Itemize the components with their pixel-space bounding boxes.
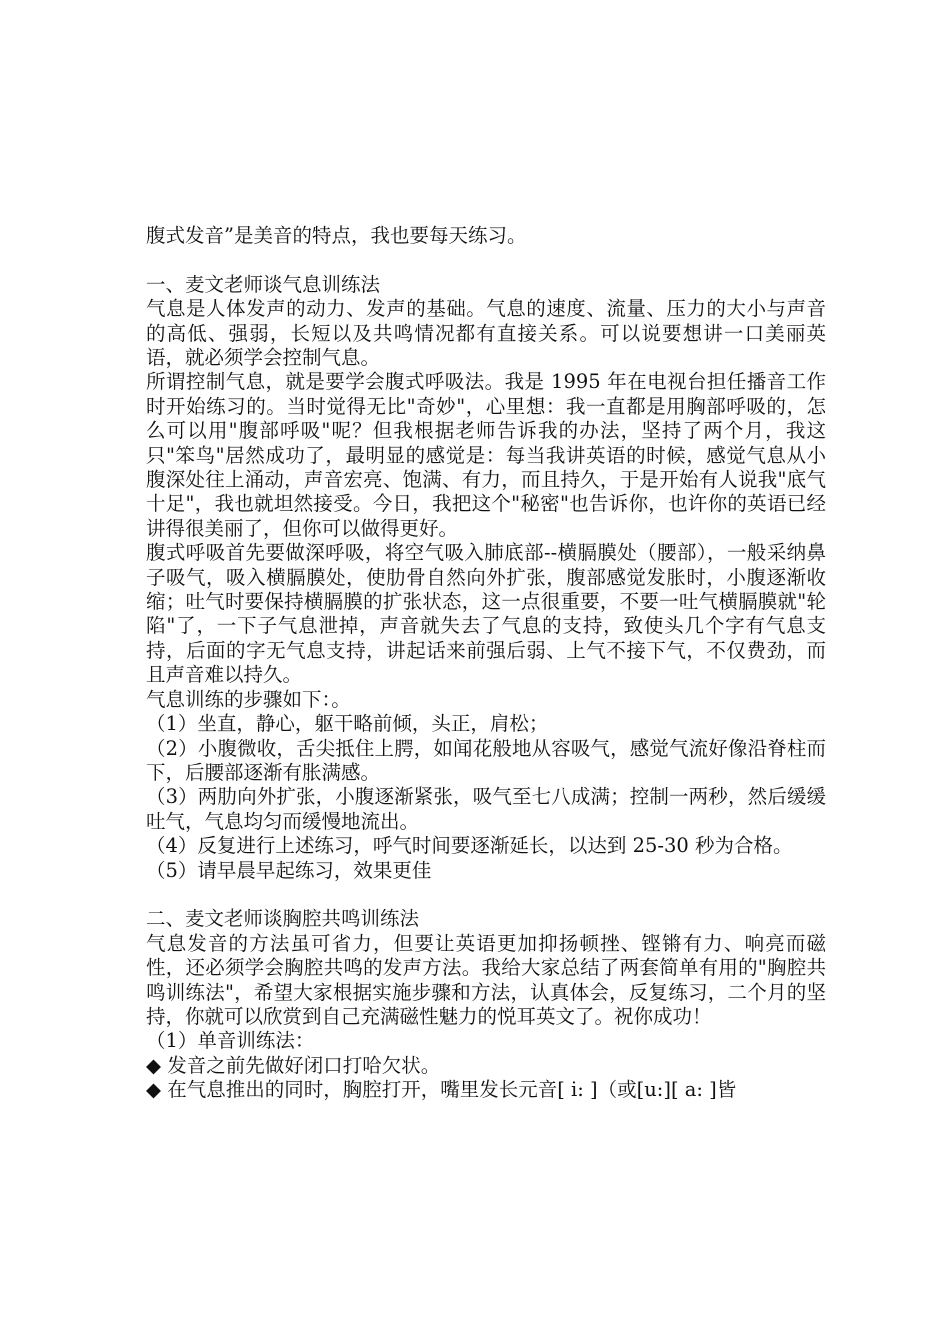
section1-heading: 一、麦文老师谈气息训练法 <box>146 272 381 296</box>
intro-line: 腹式发音”是美音的特点，我也要每天练习。 <box>146 224 527 247</box>
section2-paragraph: 气息发音的方法虽可省力，但要让英语更加抑扬顿挫、铿锵有力、响亮而磁性，还必须学会胸腔共鸣的发声方法。我给大家总结了两套简单有用的"胸腔共鸣训练法"，希望大家根据实施步骤和方法，认真体会，反复练习，二个月的坚持，你就可以欣赏到自己充满磁性魅力的悦耳英文了。祝你成功！ <box>146 931 826 1028</box>
bullet-item: ◆ 发音之前先做好闭口打哈欠状。 <box>146 1053 441 1077</box>
bullet-item: ◆ 在气息推出的同时，胸腔打开，嘴里发长元音[ i: ]（或[u:][ a: ]皆 <box>146 1078 737 1102</box>
section1-paragraph-3: 腹式呼吸首先要做深呼吸，将空气吸入肺底部--横膈膜处（腰部），一般采纳鼻子吸气，吸入横膈膜处，使肋骨自然向外扩张，腹部感觉发胀时，小腹逐渐收缩；吐气时要保持横膈膜的扩张状态，这一点很重要，不要一吐气横膈膜就"轮陷"了，一下子气息泄掉，声音就失去了气息的支持，致使头几个字有气息支持，后面的字无气息支持，讲起话来前强后弱、上气不接下气，不仅费劲，而且声音难以持久。 <box>146 541 826 687</box>
section1-paragraph-1: 气息是人体发声的动力、发声的基础。气息的速度、流量、压力的大小与声音的高低、强弱，长短以及共鸣情况都有直接关系。可以说要想讲一口美丽英语，就必须学会控制气息。 <box>146 297 826 370</box>
step-item: （4）反复进行上述练习，呼气时间要逐渐延长，以达到 25-30 秒为合格。 <box>146 834 793 858</box>
step-item: （1）坐直，静心，躯干略前倾，头正，肩松； <box>146 712 549 736</box>
step-item: （5）请早晨早起练习，效果更佳 <box>146 858 432 882</box>
document-page <box>146 224 826 1103</box>
blank-line <box>146 883 826 907</box>
section2-sub-heading: （1）单音训练法： <box>146 1029 315 1053</box>
step-item: （3）两肋向外扩张，小腹逐渐紧张，吸气至七八成满；控制一两秒，然后缓缓吐气，气息均匀而缓慢地流出。 <box>146 785 826 833</box>
step-item: （2）小腹微收，舌尖抵住上腭，如闻花般地从容吸气，感觉气流好像沿脊柱而下，后腰部逐渐有胀满感。 <box>146 736 826 784</box>
section1-paragraph-2: 所谓控制气息，就是要学会腹式呼吸法。我是 1995 年在电视台担任播音工作时开始练习的。当时觉得无比"奇妙"，心里想：我一直都是用胸部呼吸的，怎么可以用"腹部呼吸"呢？但我根据老师告诉我的办法，坚持了两个月，我这只"笨鸟"居然成功了，最明显的感觉是：每当我讲英语的时候，感觉气息从小腹深处往上涌动，声音宏亮、饱满、有力，而且持久，于是开始有人说我"底气十足"，我也就坦然接受。今日，我把这个"秘密"也告诉你，也许你的英语已经讲得很美丽了，但你可以做得更好。 <box>146 370 826 540</box>
steps-intro: 气息训练的步骤如下：。 <box>146 687 351 711</box>
section2-heading: 二、麦文老师谈胸腔共鸣训练法 <box>146 907 420 931</box>
blank-line <box>146 248 826 272</box>
